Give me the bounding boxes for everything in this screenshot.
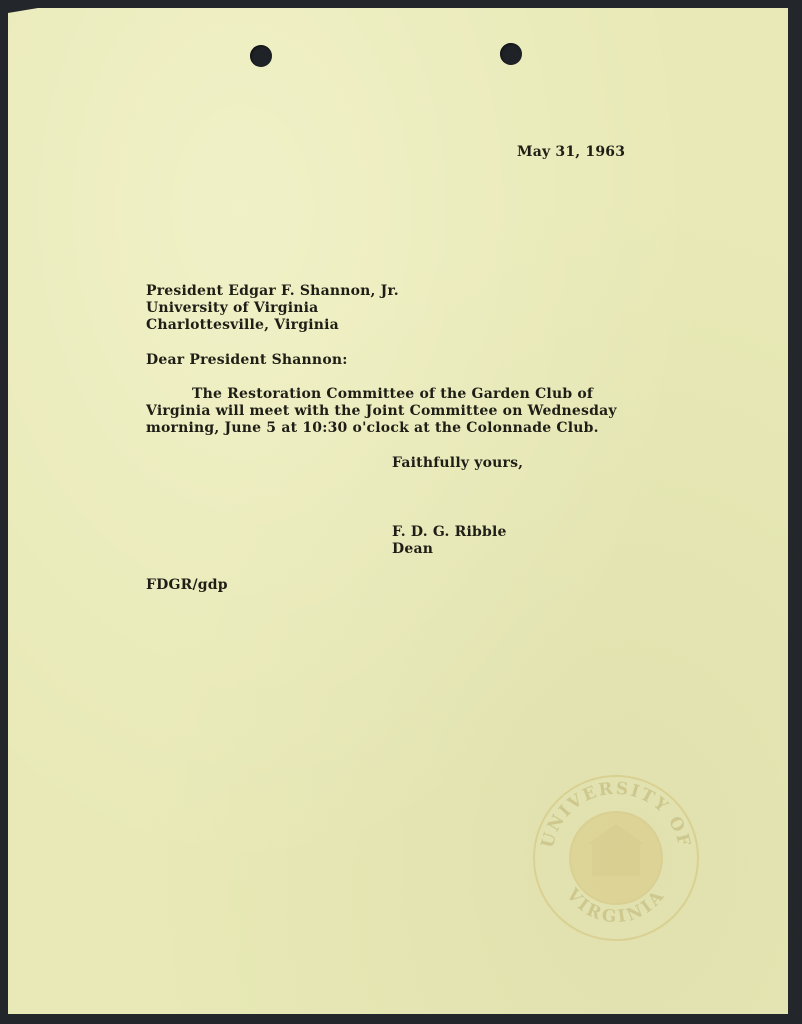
recipient-line-2: University of Virginia: [146, 300, 319, 316]
reference-initials: FDGR/gdp: [146, 577, 228, 593]
punch-hole-left: [250, 45, 272, 67]
body-line-2: Virginia will meet with the Joint Committee on Wednesday: [146, 403, 617, 419]
recipient-line-1: President Edgar F. Shannon, Jr.: [146, 283, 399, 299]
closing: Faithfully yours,: [392, 455, 524, 471]
body-line-3: morning, June 5 at 10:30 o'clock at the Colonnade Club.: [146, 420, 599, 436]
recipient-line-3: Charlottesville, Virginia: [146, 317, 339, 333]
seal-text-bottom: VIRGINIA: [562, 885, 670, 928]
letter-date: May 31, 1963: [517, 144, 626, 160]
signatory-name: F. D. G. Ribble: [392, 524, 507, 540]
punch-hole-right: [500, 43, 522, 65]
salutation: Dear President Shannon:: [146, 352, 348, 368]
signatory-title: Dean: [392, 541, 434, 557]
seal-text-top: UNIVERSITY OF: [537, 778, 695, 851]
university-seal-watermark: [530, 772, 702, 944]
body-line-1: The Restoration Committee of the Garden Club of: [192, 386, 594, 402]
